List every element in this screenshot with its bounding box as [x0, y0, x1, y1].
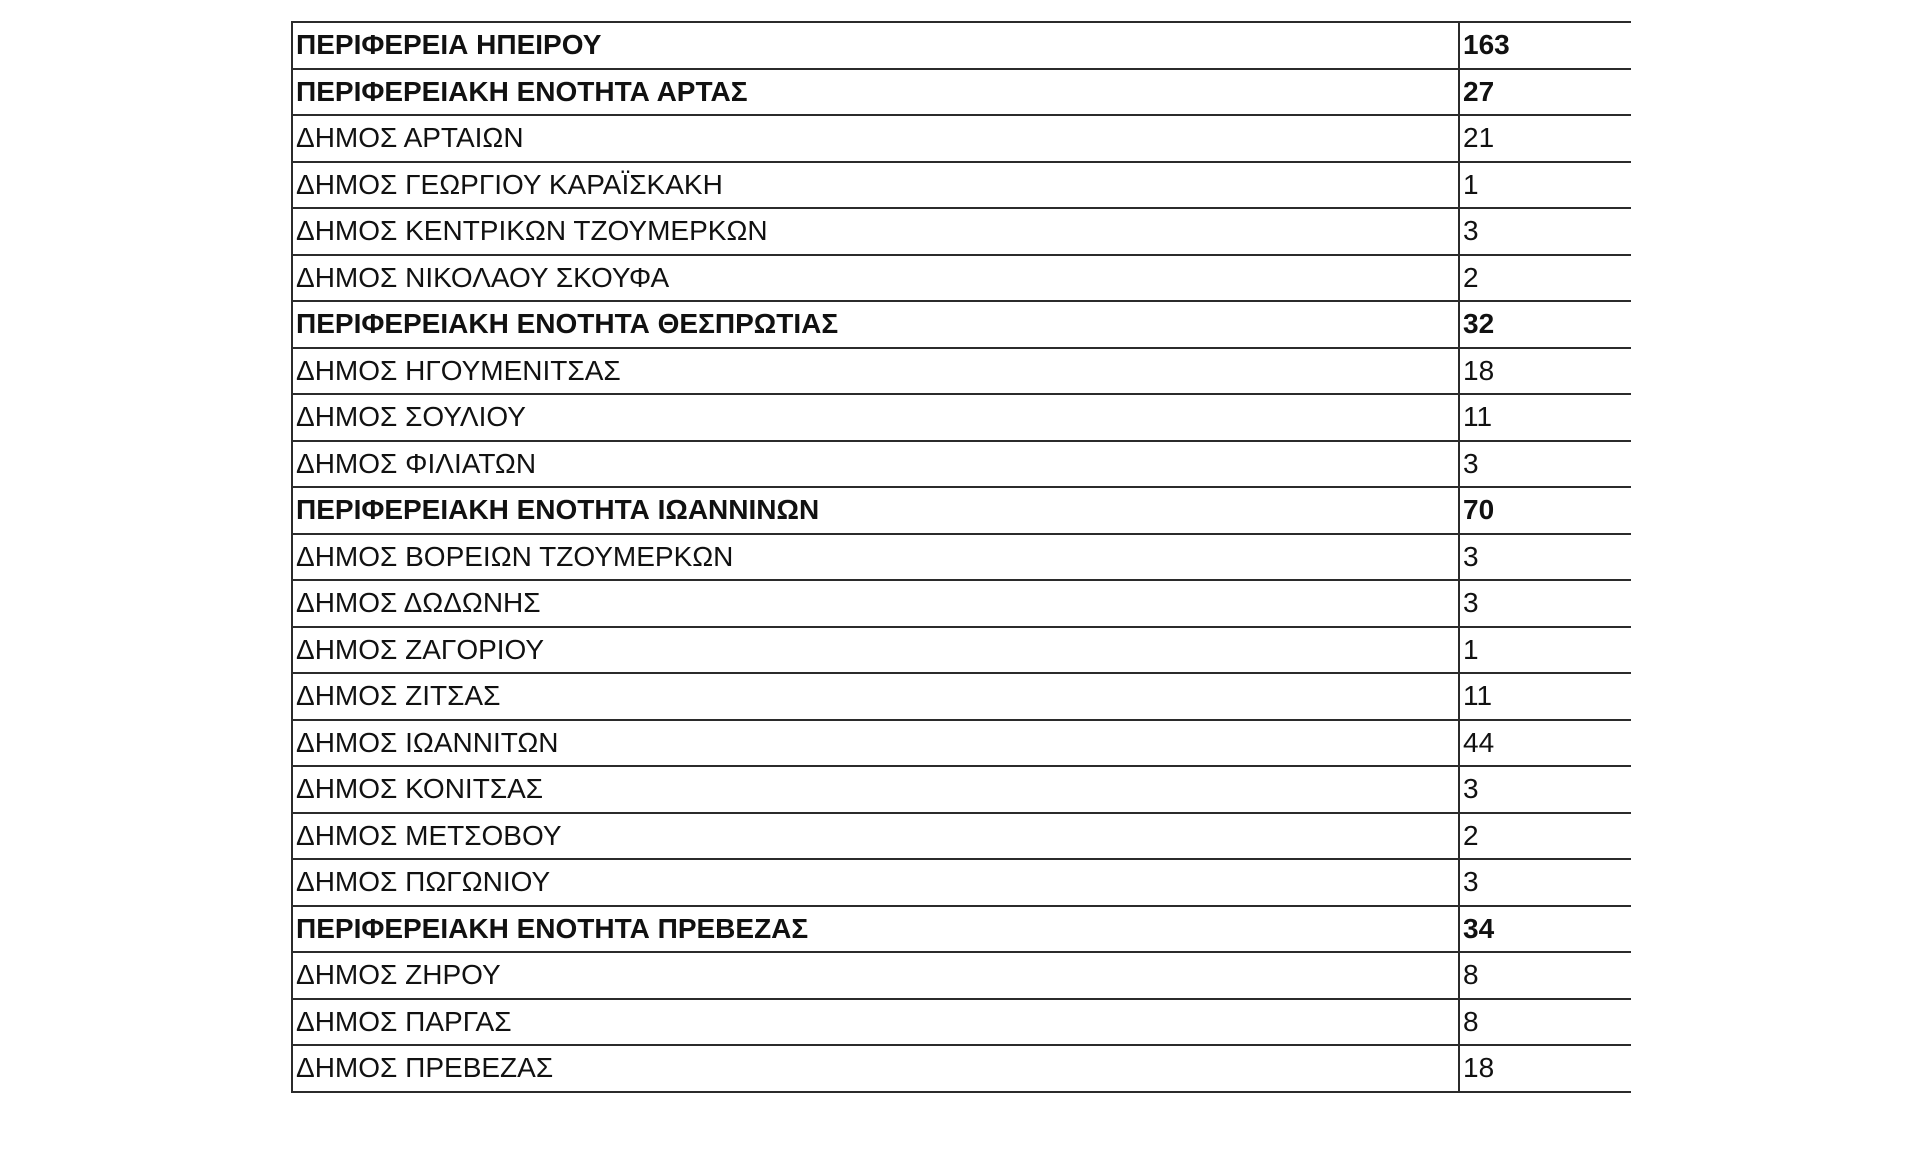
table-row: [292, 766, 1631, 813]
area-name-cell: ΠΕΡΙΦΕΡΕΙΑΚΗ ΕΝΟΤΗΤΑ ΘΕΣΠΡΩΤΙΑΣ: [292, 301, 1459, 348]
area-name-cell: ΔΗΜΟΣ ΦΙΛΙΑΤΩΝ: [292, 441, 1459, 488]
table-row: [292, 394, 1631, 441]
table-row-subtotal: [292, 487, 1631, 534]
area-name-cell: ΔΗΜΟΣ ΠΑΡΓΑΣ: [292, 999, 1459, 1046]
case-count-cell: 3: [1459, 766, 1631, 813]
cases-table: [291, 21, 1631, 1093]
case-count-cell: 3: [1459, 534, 1631, 581]
area-name-cell: ΔΗΜΟΣ ΜΕΤΣΟΒΟΥ: [292, 813, 1459, 860]
case-count-cell: 8: [1459, 999, 1631, 1046]
table-row-subtotal: [292, 301, 1631, 348]
case-count-cell: 163: [1459, 22, 1631, 69]
case-count-cell: 70: [1459, 487, 1631, 534]
table-row: [292, 859, 1631, 906]
area-name-cell: ΠΕΡΙΦΕΡΕΙΑΚΗ ΕΝΟΤΗΤΑ ΙΩΑΝΝΙΝΩΝ: [292, 487, 1459, 534]
case-count-cell: 11: [1459, 673, 1631, 720]
table-row: [292, 720, 1631, 767]
case-count-cell: 1: [1459, 162, 1631, 209]
table-row: [292, 441, 1631, 488]
case-count-cell: 34: [1459, 906, 1631, 953]
table-row: [292, 999, 1631, 1046]
case-count-cell: 2: [1459, 255, 1631, 302]
area-name-cell: ΔΗΜΟΣ ΓΕΩΡΓΙΟΥ ΚΑΡΑΪΣΚΑΚΗ: [292, 162, 1459, 209]
case-count-cell: 8: [1459, 952, 1631, 999]
table-row: [292, 162, 1631, 209]
table-row: [292, 1045, 1631, 1092]
case-count-cell: 44: [1459, 720, 1631, 767]
area-name-cell: ΔΗΜΟΣ ΠΩΓΩΝΙΟΥ: [292, 859, 1459, 906]
table-row: [292, 348, 1631, 395]
area-name-cell: ΔΗΜΟΣ ΖΗΡΟΥ: [292, 952, 1459, 999]
area-name-cell: ΔΗΜΟΣ ΒΟΡΕΙΩΝ ΤΖΟΥΜΕΡΚΩΝ: [292, 534, 1459, 581]
area-name-cell: ΔΗΜΟΣ ΑΡΤΑΙΩΝ: [292, 115, 1459, 162]
area-name-cell: ΔΗΜΟΣ ΠΡΕΒΕΖΑΣ: [292, 1045, 1459, 1092]
area-name-cell: ΔΗΜΟΣ ΙΩΑΝΝΙΤΩΝ: [292, 720, 1459, 767]
table-row: [292, 534, 1631, 581]
case-count-cell: 1: [1459, 627, 1631, 674]
case-count-cell: 32: [1459, 301, 1631, 348]
table-row: [292, 255, 1631, 302]
table-row: [292, 952, 1631, 999]
area-name-cell: ΔΗΜΟΣ ΖΙΤΣΑΣ: [292, 673, 1459, 720]
area-name-cell: ΔΗΜΟΣ ΖΑΓΟΡΙΟΥ: [292, 627, 1459, 674]
document-sheet: [291, 21, 1631, 1152]
area-name-cell: ΔΗΜΟΣ ΣΟΥΛΙΟΥ: [292, 394, 1459, 441]
table-row: [292, 673, 1631, 720]
area-name-cell: ΠΕΡΙΦΕΡΕΙΑΚΗ ΕΝΟΤΗΤΑ ΑΡΤΑΣ: [292, 69, 1459, 116]
area-name-cell: ΔΗΜΟΣ ΔΩΔΩΝΗΣ: [292, 580, 1459, 627]
case-count-cell: 3: [1459, 441, 1631, 488]
table-row: [292, 115, 1631, 162]
case-count-cell: 3: [1459, 859, 1631, 906]
table-body: [292, 22, 1631, 1092]
area-name-cell: ΠΕΡΙΦΕΡΕΙΑ ΗΠΕΙΡΟΥ: [292, 22, 1459, 69]
table-row: [292, 580, 1631, 627]
case-count-cell: 3: [1459, 580, 1631, 627]
case-count-cell: 18: [1459, 1045, 1631, 1092]
area-name-cell: ΔΗΜΟΣ ΗΓΟΥΜΕΝΙΤΣΑΣ: [292, 348, 1459, 395]
area-name-cell: ΠΕΡΙΦΕΡΕΙΑΚΗ ΕΝΟΤΗΤΑ ΠΡΕΒΕΖΑΣ: [292, 906, 1459, 953]
case-count-cell: 21: [1459, 115, 1631, 162]
table-row: [292, 208, 1631, 255]
area-name-cell: ΔΗΜΟΣ ΝΙΚΟΛΑΟΥ ΣΚΟΥΦΑ: [292, 255, 1459, 302]
case-count-cell: 11: [1459, 394, 1631, 441]
case-count-cell: 2: [1459, 813, 1631, 860]
table-row-subtotal: [292, 69, 1631, 116]
table-row-subtotal: [292, 906, 1631, 953]
table-row: [292, 813, 1631, 860]
table-row-subtotal: [292, 22, 1631, 69]
case-count-cell: 3: [1459, 208, 1631, 255]
table-row: [292, 627, 1631, 674]
area-name-cell: ΔΗΜΟΣ ΚΟΝΙΤΣΑΣ: [292, 766, 1459, 813]
area-name-cell: ΔΗΜΟΣ ΚΕΝΤΡΙΚΩΝ ΤΖΟΥΜΕΡΚΩΝ: [292, 208, 1459, 255]
case-count-cell: 27: [1459, 69, 1631, 116]
case-count-cell: 18: [1459, 348, 1631, 395]
